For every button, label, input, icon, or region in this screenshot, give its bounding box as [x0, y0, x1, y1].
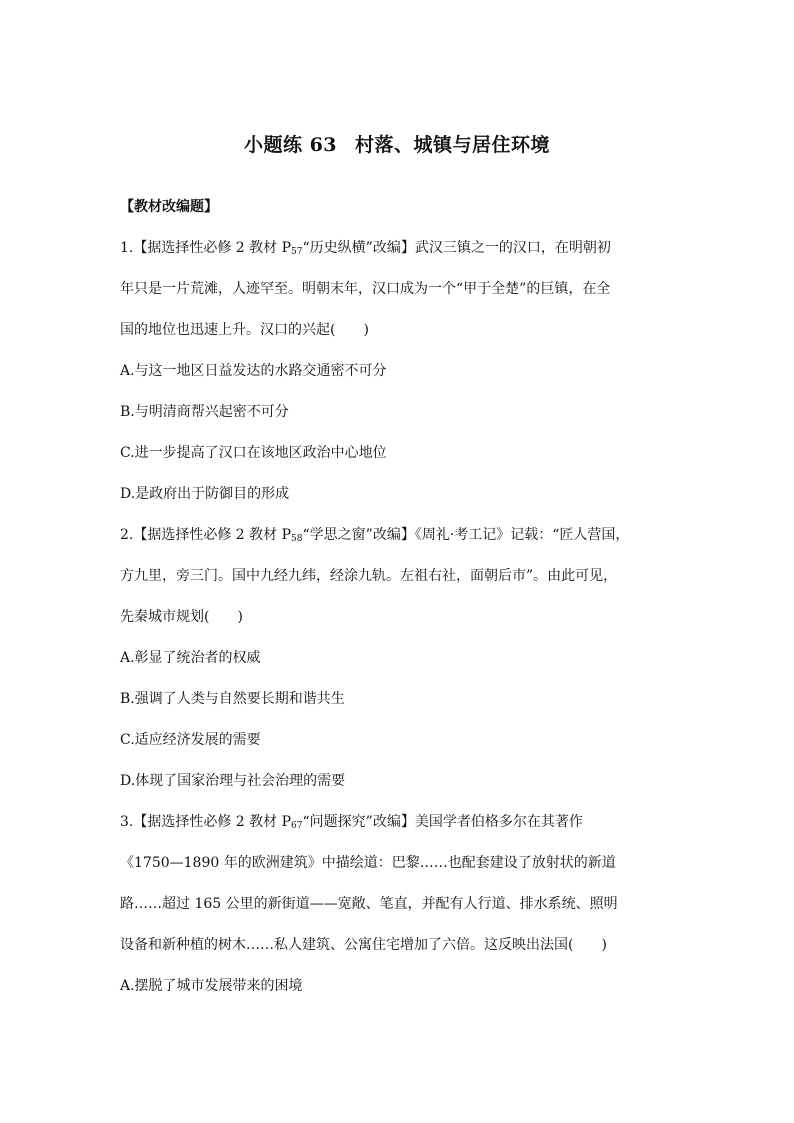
- question-2-option-b: B.强调了人类与自然要长期和谐共生: [120, 691, 345, 707]
- question-2-stem-line-1: [120, 524, 680, 565]
- question-1-stem-line-2: 年只是一片荒滩，人迹罕至。明朝末年，汉口成为一个“甲于全楚”的巨镇，在全: [120, 281, 611, 297]
- q2-source-prefix: 2.【据选择性必修 2 教材 P: [120, 527, 292, 543]
- question-2-option-a: A.彰显了统治者的权威: [120, 650, 261, 666]
- q2-source-suffix: “学思之窗”改编】《周礼·考工记》记载：“匠人营国，: [302, 527, 630, 543]
- question-2-option-d: D.体现了国家治理与社会治理的需要: [120, 773, 346, 789]
- page-title: [0, 130, 794, 157]
- question-2-stem-line-2: 方九里，旁三门。国中九经九纬，经涂九轨。左祖右社，面朝后市”。由此可见，: [120, 568, 618, 584]
- question-2-option-c: C.适应经济发展的需要: [120, 732, 261, 748]
- q3-source-prefix: 3.【据选择性必修 2 教材 P: [120, 814, 292, 830]
- question-1-option-a: A.与这一地区日益发达的水路交通密不可分: [120, 363, 387, 379]
- title-number: 小题练 63: [243, 134, 338, 156]
- q1-page-subscript: 57: [291, 247, 303, 257]
- question-1-option-d: D.是政府出于防御目的形成: [120, 486, 290, 502]
- question-1-option-b: B.与明清商帮兴起密不可分: [120, 404, 289, 420]
- question-3-stem-line-1: [120, 811, 680, 852]
- question-3-stem-line-3: 路……超过 165 公里的新街道——宽敞、笔直，并配有人行道、排水系统、照明: [120, 896, 618, 912]
- question-1-option-c: C.进一步提高了汉口在该地区政治中心地位: [120, 445, 387, 461]
- question-2-stem-line-3: 先秦城市规划( ): [120, 609, 243, 625]
- section-header: 【教材改编题】: [120, 199, 218, 215]
- question-3-stem-line-4: 设备和新种植的树木……私人建筑、公寓住宅增加了六倍。这反映出法国( ): [120, 937, 607, 953]
- question-list: [120, 196, 680, 1016]
- question-3-stem-line-2: 《1750—1890 年的欧洲建筑》中描绘道：巴黎……也配套建设了放射状的新道: [120, 855, 616, 871]
- q3-source-suffix: “问题探究”改编】美国学者伯格多尔在其著作: [302, 814, 583, 830]
- question-3-option-a: A.摆脱了城市发展带来的困境: [120, 978, 303, 994]
- q3-page-subscript: 67: [291, 821, 303, 831]
- q2-page-subscript: 58: [291, 534, 303, 544]
- q1-source-suffix: “历史纵横”改编】武汉三镇之一的汉口，在明朝初: [302, 240, 611, 256]
- title-topic: 村落、城镇与居住环境: [355, 134, 551, 156]
- question-1-stem-line-1: [120, 237, 680, 278]
- q1-source-prefix: 1.【据选择性必修 2 教材 P: [120, 240, 292, 256]
- question-1-stem-line-3: 国的地位也迅速上升。汉口的兴起( ): [120, 322, 369, 338]
